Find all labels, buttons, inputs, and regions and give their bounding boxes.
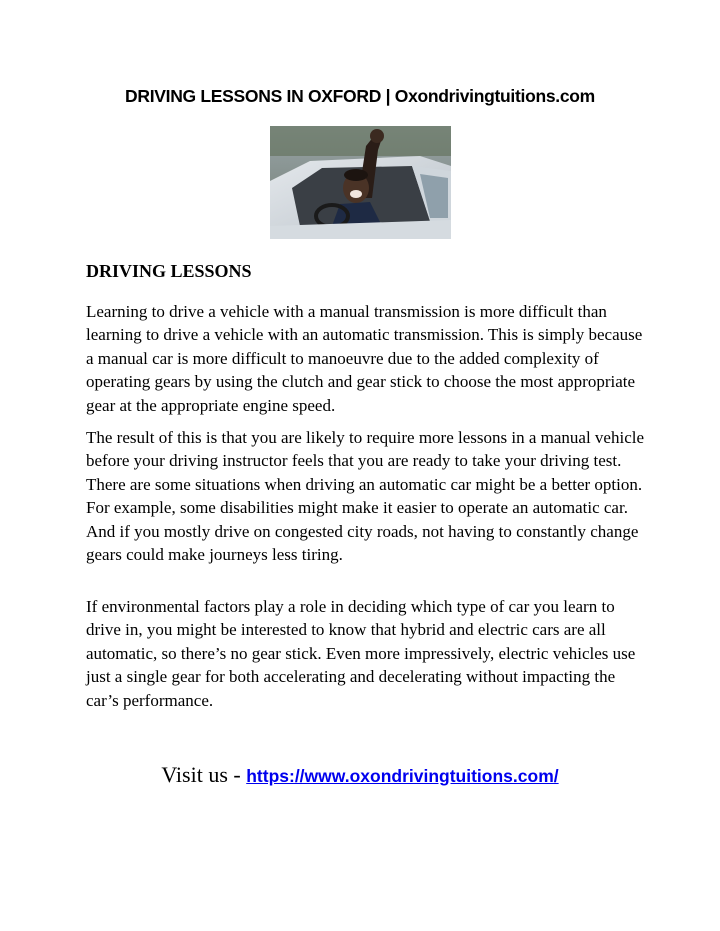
- document-title: DRIVING LESSONS IN OXFORD | Oxondrivingtuitions.com: [125, 86, 595, 106]
- man-in-car-photo: [270, 126, 451, 239]
- paragraph-2: The result of this is that you are likely to require more lessons in a manual vehicle before your driving instructor feels that you are ready to take your driving test. There are some situations when driving an automatic car might be a better option. For example, some disabilities might make it easier to operate an automatic car. And if you mostly drive on congested city roads, not having to constantly change gears could make journeys less tiring.: [86, 428, 645, 565]
- paragraph-3: If environmental factors play a role in deciding which type of car you learn to drive in, you might be interested to know that hybrid and electric cars are all automatic, so there’s no gear stick. Even more impressively, electric vehicles use just a single gear for both accelerating and decelerating without impacting the car’s performance.: [86, 597, 636, 710]
- website-link[interactable]: https://www.oxondrivingtuitions.com/: [246, 766, 559, 786]
- section-heading: DRIVING LESSONS: [86, 261, 252, 281]
- footer: [0, 762, 720, 788]
- footer-prefix: Visit us -: [161, 762, 247, 787]
- paragraph-1: Learning to drive a vehicle with a manual transmission is more difficult than learning to drive a vehicle with an automatic transmission. This is simply because a manual car is more difficult to manoeuvre due to the added complexity of operating gears by using the clutch and gear stick to choose the most appropriate gear at the appropriate engine speed.: [86, 302, 643, 415]
